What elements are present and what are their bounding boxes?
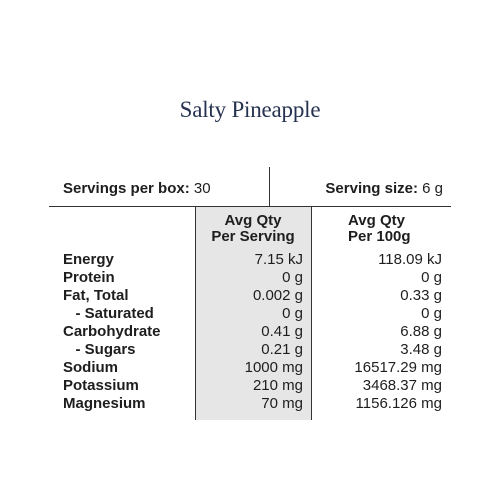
per-100g-energy: 118.09 kJ (378, 251, 442, 268)
nutrient-label-energy: Energy (63, 251, 114, 268)
per-100g-header (312, 213, 442, 245)
per-100g-potassium: 3468.37 mg (362, 377, 442, 394)
serving-size (325, 180, 443, 197)
per-serving-sodium: 1000 mg (244, 359, 303, 376)
per-100g-saturated: 0 g (421, 305, 442, 322)
per-serving-carbohydrate: 0.41 g (261, 323, 303, 340)
header-divider (269, 167, 270, 207)
per-serving-potassium: 210 mg (252, 377, 303, 394)
per-100g-sugars: 3.48 g (400, 341, 442, 358)
per-100g-protein: 0 g (421, 269, 442, 286)
per-100g-values (312, 251, 442, 413)
per-100g-header-line1: Avg Qty (348, 212, 405, 229)
per-serving-protein: 0 g (282, 269, 303, 286)
servings-per-box (63, 180, 211, 197)
servings-per-box-label: Servings per box: (63, 180, 190, 197)
nutrient-label-magnesium: Magnesium (63, 395, 146, 412)
per-serving-sugars: 0.21 g (261, 341, 303, 358)
per-serving-values (195, 251, 303, 413)
per-100g-fat-total: 0.33 g (400, 287, 442, 304)
nutrient-label-saturated: - Saturated (63, 305, 154, 322)
nutrient-labels (63, 251, 161, 413)
nutrient-label-potassium: Potassium (63, 377, 139, 394)
per-100g-carbohydrate: 6.88 g (400, 323, 442, 340)
nutrient-label-sugars: - Sugars (63, 341, 136, 358)
servings-per-box-value: 30 (193, 180, 211, 197)
serving-size-label: Serving size: (325, 180, 418, 197)
serving-size-value: 6 g (422, 180, 443, 197)
per-100g-magnesium: 1156.126 mg (355, 395, 442, 412)
product-title: Salty Pineapple (179, 97, 321, 122)
per-serving-fat-total: 0.002 g (252, 287, 303, 304)
nutrient-label-sodium: Sodium (63, 359, 118, 376)
nutrient-label-carbohydrate: Carbohydrate (63, 323, 161, 340)
per-serving-energy: 7.15 kJ (254, 251, 303, 268)
per-100g-header-line2: Per 100g (348, 228, 411, 245)
per-serving-magnesium: 70 mg (261, 395, 303, 412)
per-serving-header-line2: Per Serving (211, 228, 295, 245)
nutrient-label-fat-total: Fat, Total (63, 287, 129, 304)
per-serving-header-line1: Avg Qty (224, 212, 282, 229)
per-serving-saturated: 0 g (282, 305, 303, 322)
nutrient-label-protein: Protein (63, 269, 115, 286)
per-100g-sodium: 16517.29 mg (354, 359, 442, 376)
per-serving-header (195, 213, 311, 245)
